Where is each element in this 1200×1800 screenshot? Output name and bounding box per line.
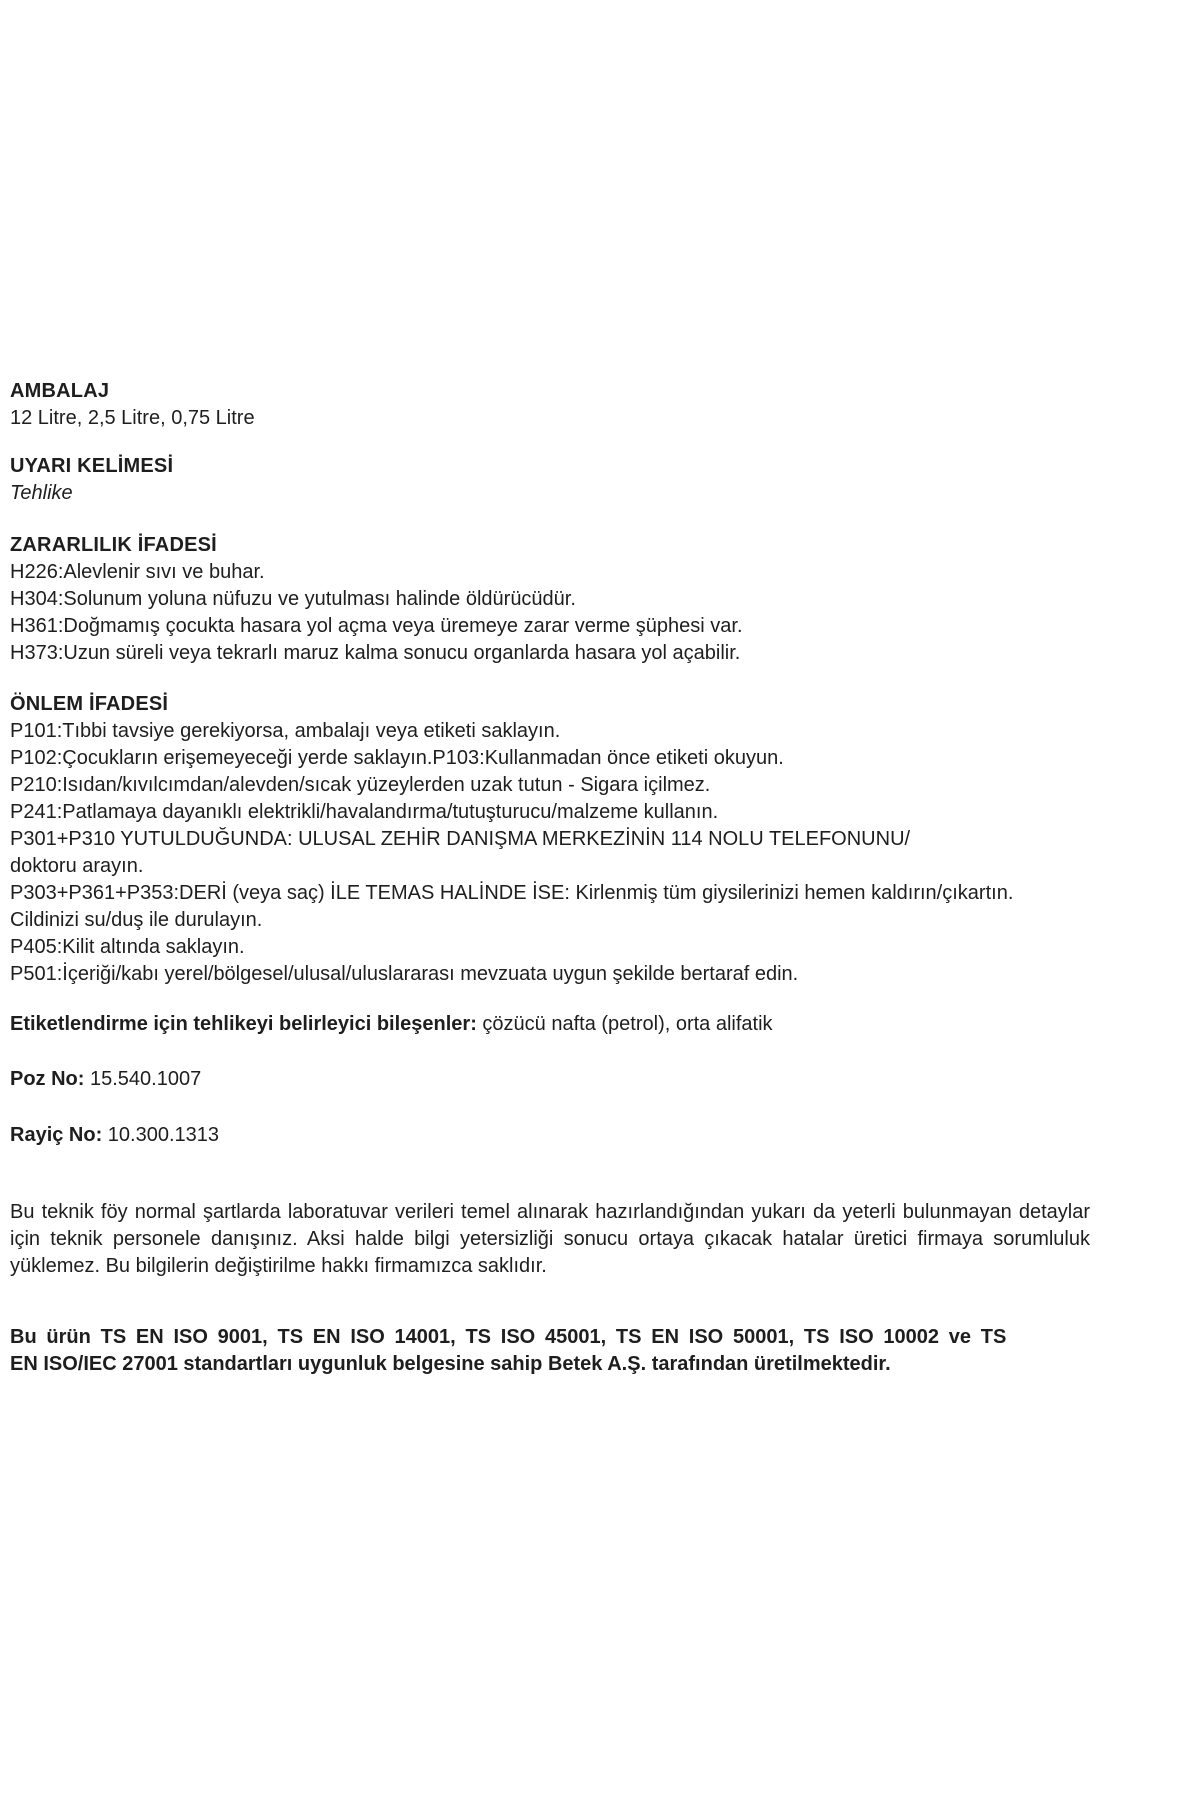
rayic-no-label: Rayiç No: [10,1124,103,1146]
precaution-statement-p303-continuation: Cildinizi su/duş ile durulayın. [10,909,263,931]
labeling-components-value: çözücü nafta (petrol), orta alifatik [476,1013,773,1035]
poz-no-value: 15.540.1007 [84,1068,202,1090]
signal-word-text: Tehlike [10,482,73,504]
disclaimer-paragraph: Bu teknik föy normal şartlarda laboratuvar verileri temel alınarak hazırlandığından yukarı da yeterli bulunmayan detaylar için teknik personele danışınız. Aksi halde bilgi yetersizliği sonucu ortaya çıkacak hatalar üretici firmaya sorumluluk yüklemez. Bu bilgilerin değiştirilme hakkı firmamızca saklıdır. [10,1201,1090,1277]
labeling-components-label: Etiketlendirme için tehlikeyi belirleyici bileşenler: [10,1013,477,1035]
labeling-components-line [10,1011,1090,1038]
section-heading-hazard-statements: ZARARLILIK İFADESİ [10,534,217,556]
certification-line-1: Bu ürün TS EN ISO 9001, TS EN ISO 14001, TS ISO 45001, TS EN ISO 50001, TS ISO 10002 ve TS [10,1326,1007,1348]
precaution-statement-p501: P501:İçeriği/kabı yerel/bölgesel/ulusal/uluslararası mevzuata uygun şekilde bertaraf edin. [10,963,799,985]
poz-no-line [10,1066,1090,1093]
section-heading-precaution-statements: ÖNLEM İFADESİ [10,693,169,715]
rayic-no-line [10,1122,1090,1149]
poz-no-label: Poz No: [10,1068,85,1090]
section-heading-packaging: AMBALAJ [10,380,110,402]
precaution-statement-p301-p310: P301+P310 YUTULDUĞUNDA: ULUSAL ZEHİR DANIŞMA MERKEZİNİN 114 NOLU TELEFONUNU/ [10,828,911,850]
precaution-statement-p301-continuation: doktoru arayın. [10,855,144,877]
section-packaging [10,378,1090,432]
hazard-statement-h373: H373:Uzun süreli veya tekrarlı maruz kalma sonucu organlarda hasara yol açabilir. [10,642,741,664]
packaging-sizes-text: 12 Litre, 2,5 Litre, 0,75 Litre [10,407,255,429]
hazard-statement-h361: H361:Doğmamış çocukta hasara yol açma veya üremeye zarar verme şüphesi var. [10,615,743,637]
section-hazard-statements [10,532,1090,667]
certification-line-2: EN ISO/IEC 27001 standartları uygunluk belgesine sahip Betek A.Ş. tarafından üretilmektedir. [10,1353,891,1375]
precaution-statement-p303-p361-p353: P303+P361+P353:DERİ (veya saç) İLE TEMAS HALİNDE İSE: Kirlenmiş tüm giysilerinizi hemen kaldırın/çıkartın. [10,882,1014,904]
section-heading-signal-word: UYARI KELİMESİ [10,455,174,477]
rayic-no-value: 10.300.1313 [102,1124,220,1146]
precaution-statement-p241: P241:Patlamaya dayanıklı elektrikli/havalandırma/tutuşturucu/malzeme kullanın. [10,801,719,823]
hazard-statement-h226: H226:Alevlenir sıvı ve buhar. [10,561,265,583]
hazard-statement-h304: H304:Solunum yoluna nüfuzu ve yutulması halinde öldürücüdür. [10,588,576,610]
precaution-statement-p405: P405:Kilit altında saklayın. [10,936,245,958]
certification-paragraph [10,1324,1090,1378]
precaution-statement-p101: P101:Tıbbi tavsiye gerekiyorsa, ambalajı veya etiketi saklayın. [10,720,561,742]
precaution-statement-p210: P210:Isıdan/kıvılcımdan/alevden/sıcak yüzeylerden uzak tutun - Sigara içilmez. [10,774,711,796]
precaution-statement-p102-p103: P102:Çocukların erişemeyeceği yerde saklayın.P103:Kullanmadan önce etiketi okuyun. [10,747,784,769]
section-signal-word [10,453,1090,507]
section-precaution-statements [10,691,1090,988]
